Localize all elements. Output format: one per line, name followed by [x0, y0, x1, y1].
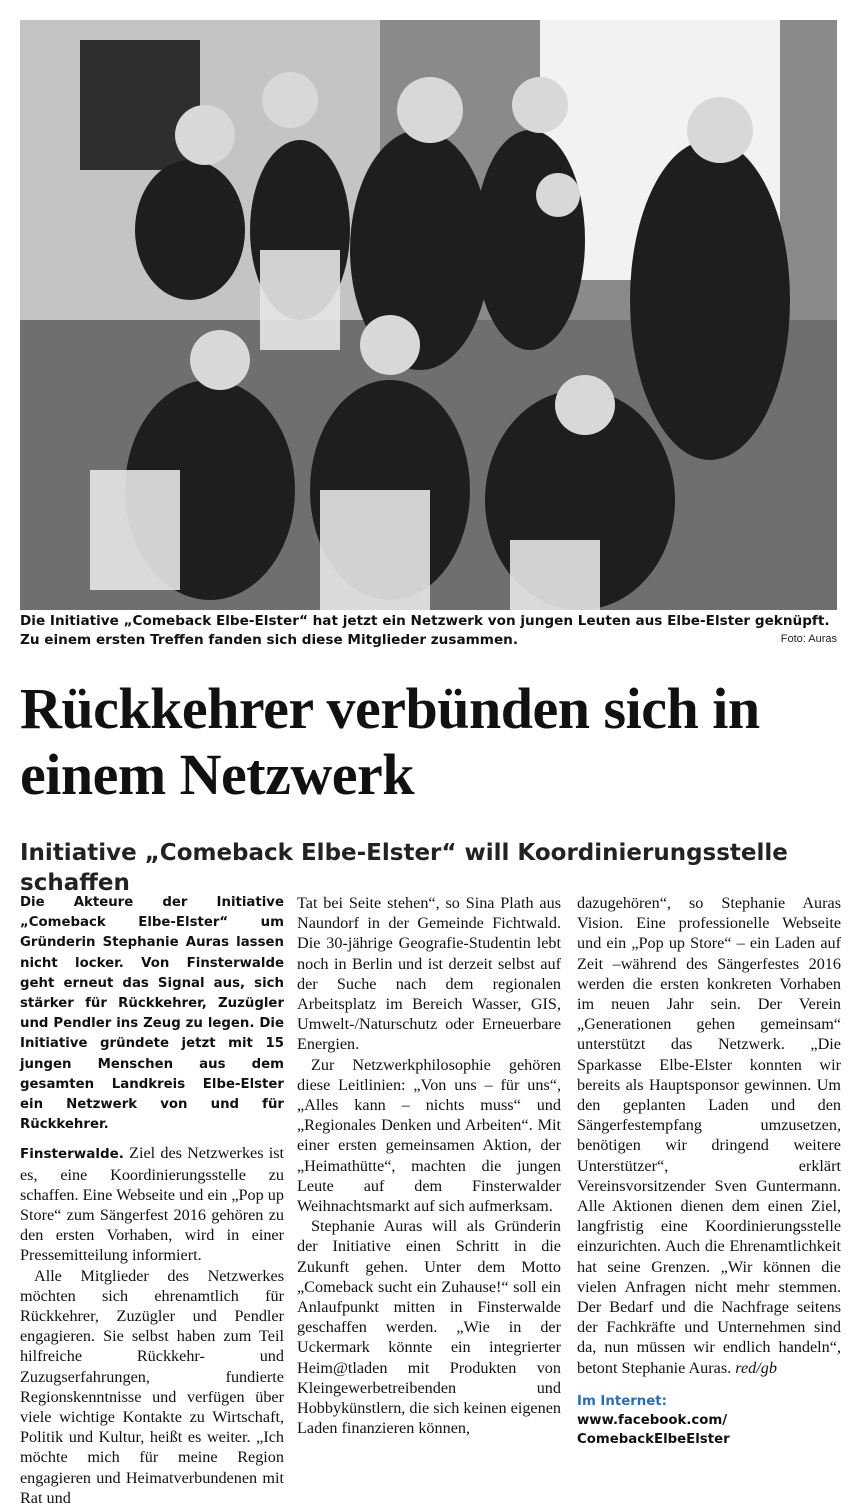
article-paragraph-3: Tat bei Seite stehen“, so Sina Plath aus Naundorf in der Gemeinde Fichtwald. Die 30-jährige Geografie-Studentin lebt noch in Berlin und ist derzeit selbst auf der Suche nach dem regionalen Arbeitsplatz im Bereich Wasser, GIS, Umwelt-/Naturschutz oder Erneuerbare Energien.: [297, 894, 561, 1054]
photo-credit: Foto: Auras: [780, 633, 837, 645]
web-info-box: [577, 1392, 841, 1449]
article-paragraph-5: Stephanie Auras will als Gründerin der Initiative einen Schritt in die Zukunft gehen. Unter dem Motto „Comeback sucht ein Zuhause!“ soll ein Anlaufpunkt mitten in Finsterwalde geschaffen werden. „Wie in der Uckermark könnte ein integrierter Heim@tladen mit Produkten von Kleingewerbetreibenden und Hobbykünstlern, die sich keinen eigenen Laden finanzieren können,: [297, 1217, 561, 1438]
paragraph-1-text: Ziel des Netzwerkes ist es, eine Koordinierungsstelle zu schaffen. Eine Webseite und ein „Pop up Store“ zum Sängerfest 2016 gehören zu den ersten Vorhaben, wird in einer Pressemitteilung informiert.: [20, 1144, 285, 1265]
article-subheadline: Initiative „Comeback Elbe-Elster“ will Koordinierungsstelle schaffen: [20, 840, 788, 896]
article-paragraph-1: [20, 1143, 284, 1265]
article-headline: Rückkehrer verbünden sich in einem Netzwerk: [20, 676, 760, 807]
group-photo-illustration: [20, 20, 837, 610]
paragraph-6-text: dazugehören“, so Stephanie Auras Vision. Eine professionelle Webseite und ein „Pop up Store“ – ein Laden auf Zeit –während des Sängerfestes 2016 werden die ersten konkreten Vorhaben im neuen Jahr sein. Der Verein „Generationen gehen gemeinsam“ unterstützt das Netzwerk. „Die Sparkasse Elbe-Elster konnten wir bereits als Hauptsponsor gewinnen. Um den geplanten Laden und den Sängerfestempfang umzusetzen, benötigen wir dringend weitere Unterstützer“, erklärt Vereinsvorsitzender Sven Guntermann. Alle Aktionen dienen dem einen Ziel, langfristig eine Koordinierungsstelle einzurichten. Auch die Ehrenamtlichkeit hat seine Grenzen. „Wir können die vielen Anfragen nicht mehr stemmen. Der Bedarf und die Nachfrage seitens der Fachkräfte und Unternehmen sind da, nun müssen wir endlich handeln“, betont Stephanie Auras.: [577, 894, 841, 1377]
article-paragraph-2: Alle Mitglieder des Netzwerkes möchten sich ehrenamtlich für Rückkehrer, Zuzügler und Pendler engagieren. Sie selbst haben zum Teil hilfreiche Rückkehr- und Zuzugserfahrungen, fundierte Regionskenntnisse und verfügen über viele wichtige Kontakte zu Wirtschaft, Politik und Kultur, heißt es weiter. „Ich möchte mich für meine Region engagieren und Heimatverbundenen mit Rat und: [20, 1266, 284, 1507]
author-signature: red/gb: [735, 1358, 777, 1377]
article-column-2: [297, 893, 561, 1438]
web-url-line-2[interactable]: ComebackElbeElster: [577, 1431, 730, 1447]
dateline: Finsterwalde.: [20, 1146, 124, 1163]
article-column-1: [20, 893, 284, 1508]
group-photo: [20, 20, 837, 610]
article-column-3: [577, 893, 841, 1449]
article-lead: Die Akteure der Initiative „Comeback Elbe-Elster“ um Gründerin Stephanie Auras lassen nicht locker. Von Finsterwalde geht erneut das Signal aus, sich stärker für Rückkehrer, Zuzügler und Pendler ins Zeug zu legen. Die Initiative gründete jetzt mit 15 jungen Menschen aus dem gesamten Landkreis Elbe-Elster ein Netzwerk von und für Rückkehrer.: [20, 895, 284, 1133]
web-url-line-1[interactable]: www.facebook.com/: [577, 1412, 728, 1428]
web-label: Im Internet:: [577, 1393, 667, 1409]
article-paragraph-6: [577, 893, 841, 1378]
article-paragraph-4: Zur Netzwerkphilosophie gehören diese Leitlinien: „Von uns – für uns“, „Alles kann – nichts muss“ und „Regionales Denken und Arbeiten“. Mit einer ersten gemeinsamen Aktion, der „Heimathütte“, machten die jungen Leute auf dem Finsterwalder Weihnachtsmarkt auf sich aufmerksam.: [297, 1055, 561, 1216]
photo-caption: Die Initiative „Comeback Elbe-Elster“ hat jetzt ein Netzwerk von jungen Leuten aus Elbe-Elster geknüpft. Zu einem ersten Treffen fanden sich diese Mitglieder zusammen.: [20, 613, 830, 648]
